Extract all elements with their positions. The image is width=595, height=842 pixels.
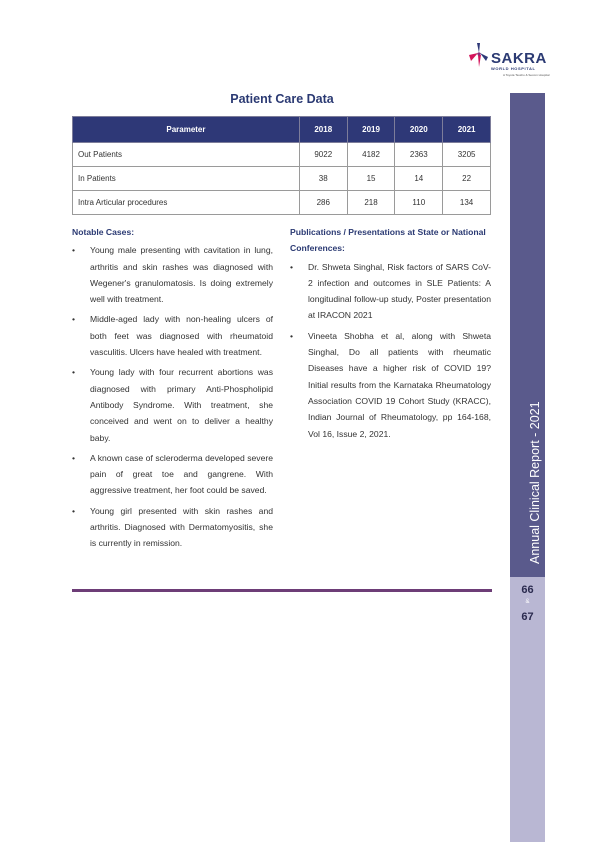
cell-value: 218	[347, 191, 395, 215]
row-label: Out Patients	[73, 143, 300, 167]
publications-heading: Publications / Presentations at State or National Conferences:	[290, 227, 486, 254]
header-2020: 2020	[395, 117, 443, 143]
list-item	[72, 503, 273, 552]
notable-cases-section	[72, 224, 273, 556]
publications-list	[290, 259, 491, 442]
logo-name: SAKRA	[491, 50, 547, 67]
logo-subtitle: WORLD HOSPITAL	[491, 66, 536, 71]
section-divider	[72, 589, 492, 592]
notable-cases-heading: Notable Cases:	[72, 227, 135, 237]
bullet-icon: •	[290, 330, 294, 341]
row-label: In Patients	[73, 167, 300, 191]
cell-value: 2363	[395, 143, 443, 167]
bullet-icon: •	[72, 314, 76, 325]
cell-value: 3205	[443, 143, 491, 167]
cell-value: 38	[299, 167, 347, 191]
list-item	[72, 242, 273, 307]
bullet-icon: •	[72, 505, 76, 516]
list-item-text: Young male presenting with cavitation in lung, arthritis and skin rashes was diagnosed with Wegener's granulomatosis. Is doing extremely well with treatment.	[90, 245, 273, 305]
bullet-icon: •	[72, 452, 76, 463]
list-item	[72, 364, 273, 445]
cell-value: 134	[443, 191, 491, 215]
page-number-ampersand: &	[525, 599, 530, 605]
cell-value: 286	[299, 191, 347, 215]
list-item-text: A known case of scleroderma developed severe pain of great toe and gangrene. With aggressive treatment, her foot could be saved.	[90, 452, 273, 496]
list-item	[290, 259, 491, 324]
list-item-text: Young girl presented with skin rashes and arthritis. Diagnosed with Dermatomyositis, she is currently in remission.	[90, 505, 273, 549]
cell-value: 4182	[347, 143, 395, 167]
list-item	[72, 450, 273, 499]
bullet-icon: •	[290, 261, 294, 272]
sakra-logo	[468, 41, 548, 83]
sakra-logo-icon	[468, 41, 490, 71]
list-item-text: Middle-aged lady with non-healing ulcers of both feet was diagnosed with rheumatoid vasculitis. Ulcers have healed with treatment.	[90, 314, 273, 358]
list-item	[290, 328, 491, 442]
cell-value: 22	[443, 167, 491, 191]
cell-value: 15	[347, 167, 395, 191]
table-header-row	[73, 117, 491, 143]
cell-value: 9022	[299, 143, 347, 167]
table-row	[73, 143, 491, 167]
publications-section	[290, 224, 491, 446]
header-2018: 2018	[299, 117, 347, 143]
patient-care-table	[72, 116, 491, 215]
table-row	[73, 191, 491, 215]
header-2019: 2019	[347, 117, 395, 143]
cell-value: 110	[395, 191, 443, 215]
list-item	[72, 311, 273, 360]
table-row	[73, 167, 491, 191]
page-title: Patient Care Data	[230, 92, 334, 106]
report-title-vertical: Annual Clinical Report - 2021	[528, 401, 542, 564]
header-parameter: Parameter	[73, 117, 300, 143]
header-2021: 2021	[443, 117, 491, 143]
page-number-right: 67	[521, 611, 534, 623]
list-item-text: Young lady with four recurrent abortions was diagnosed with primary Anti-Phospholipid Antibody Syndrome. With treatment, she conceived and went on to deliver a healthy baby.	[90, 367, 273, 443]
bullet-icon: •	[72, 245, 76, 256]
list-item-text: Dr. Shweta Singhal, Risk factors of SARS CoV-2 infection and outcomes in SLE Patients: A longitudinal follow-up study, Poster presentation at IRACON 2021	[308, 261, 491, 321]
cell-value: 14	[395, 167, 443, 191]
page-number-left: 66	[521, 584, 534, 596]
row-label: Intra Articular procedures	[73, 191, 300, 215]
notable-cases-list	[72, 242, 273, 551]
list-item-text: Vineeta Shobha et al, along with Shweta Singhal, Do all patients with rheumatic Diseases have a higher risk of COVID 19? Initial results from the Karnataka Rheumatology Association COVID 19 Cohort Study (KRACC), Indian Journal of Rheumatology, pp 164-168, Vol 16, Issue 2, 2021.	[308, 330, 491, 439]
bullet-icon: •	[72, 367, 76, 378]
logo-tagline: A Toyota Tsusho & Secom Hospital	[503, 73, 550, 77]
